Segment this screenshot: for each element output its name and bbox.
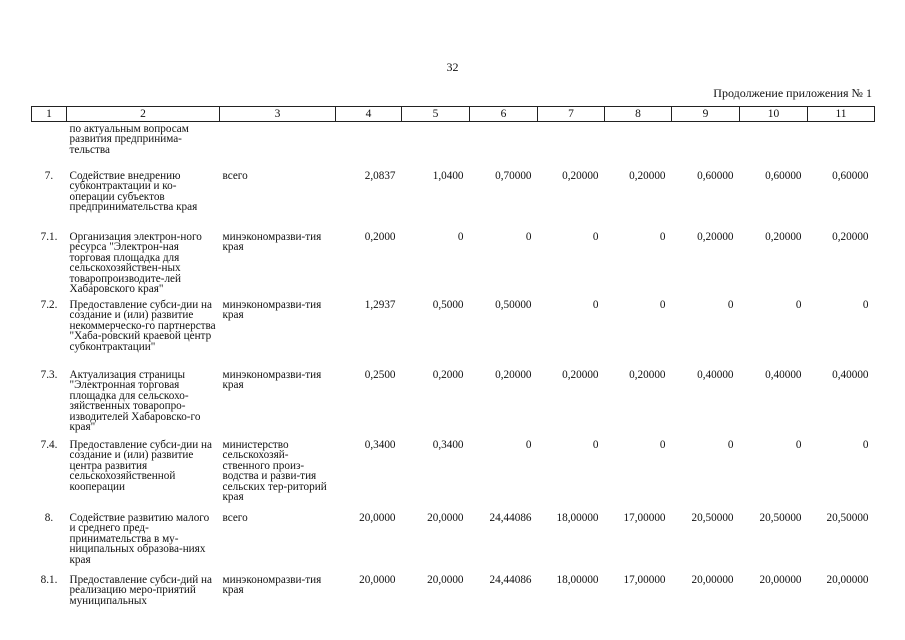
row-value: 24,44086 [489,512,532,524]
header-cell: 5 [402,107,470,122]
continuation-label: Продолжение приложения № 1 [713,86,872,100]
row-value: 24,44086 [489,574,532,586]
row-value: 0,2000 [432,369,464,381]
row-value: 0 [862,299,869,311]
row-value: 0,70000 [495,170,532,182]
row-value: 20,0000 [359,574,396,586]
row-value: 0 [525,231,532,243]
row-name: Предоставление субси-дии на создание и (или) развитие некоммерческо-го партнерства "Хаба-ровский краевой центр субконтрактации" [69,299,216,353]
row-executor: минэкономразви-тия края [222,299,322,322]
row-value: 2,0837 [364,170,396,182]
row-value: 0 [727,439,734,451]
table-header-row [32,107,875,122]
row-value [605,122,672,167]
header-cell: 1 [32,107,67,122]
row-value: 0,50000 [495,299,532,311]
row-value: 17,00000 [623,512,666,524]
row-number: 8.1. [40,574,58,586]
row-value: 0,20000 [495,369,532,381]
row-value: 0,2500 [364,369,396,381]
row-value: 0 [592,439,599,451]
row-executor: всего [222,512,248,524]
row-value: 0 [795,439,802,451]
row-executor: минэкономразви-тия края [222,231,322,254]
header-cell: 10 [740,107,808,122]
row-value: 0,40000 [832,369,869,381]
row-name: Предоставление субси-дий на реализацию меро-приятий муниципальных [69,574,212,607]
row-value [336,122,402,167]
row-value: 20,50000 [691,512,734,524]
row-value: 0 [592,299,599,311]
row-executor: минэкономразви-тия края [222,369,322,392]
row-value: 0,20000 [562,170,599,182]
row-value: 0,20000 [697,231,734,243]
row-value [808,122,875,167]
row-value: 20,00000 [826,574,869,586]
row-value: 0 [525,439,532,451]
table-row [32,370,875,440]
row-value: 0,40000 [697,369,734,381]
header-cell: 9 [672,107,740,122]
budget-table [31,106,875,606]
row-value: 0 [659,299,666,311]
table-row [32,229,875,300]
row-value: 20,00000 [759,574,802,586]
row-value: 20,50000 [826,512,869,524]
row-value: 20,00000 [691,574,734,586]
header-cell: 6 [470,107,538,122]
row-value [538,122,605,167]
row-value: 0,60000 [697,170,734,182]
row-value: 18,00000 [556,512,599,524]
row-value: 1,0400 [432,170,464,182]
header-cell: 3 [220,107,336,122]
row-number: 8. [44,512,54,524]
row-number: 7.3. [40,369,58,381]
row-value: 0,2000 [364,231,396,243]
row-value: 0,40000 [765,369,802,381]
row-number: 7.2. [40,299,58,311]
row-value: 0,60000 [765,170,802,182]
row-value [740,122,808,167]
row-value: 0,60000 [832,170,869,182]
row-value [470,122,538,167]
row-value: 0,3400 [432,439,464,451]
row-value: 0,20000 [832,231,869,243]
header-cell: 7 [538,107,605,122]
row-value [672,122,740,167]
row-name: Организация электрон-ного ресурса "Электрон-ная торговая площадка для сельскохозяйствен-ных товаропроизводите-лей Хабаровского края" [69,231,202,296]
row-name: Предоставление субси-дии на создание и (или) развитие центра развития сельскохозяйственной кооперации [69,439,212,493]
row-executor: министерство сельскохозяй-ственного произ-водства и разви-тия сельских тер-риторий края [222,439,327,504]
row-name: по актуальным вопросам развития предпринима-тельства [69,123,189,156]
row-value: 0 [659,231,666,243]
table-row [32,300,875,370]
row-value: 1,2937 [364,299,396,311]
row-name: Содействие развитию малого и среднего пред-принимательства в му-ниципальных образова-ниях края [69,512,210,566]
row-value: 0 [795,299,802,311]
row-value: 0 [457,231,464,243]
page-number: 32 [446,60,459,74]
header-cell: 8 [605,107,672,122]
row-value: 20,0000 [427,512,464,524]
row-value: 0,20000 [562,369,599,381]
row-executor: минэкономразви-тия края [222,574,322,597]
row-value: 0 [727,299,734,311]
row-value: 0 [862,439,869,451]
row-executor: всего [222,170,248,182]
row-value: 0,3400 [364,439,396,451]
row-value: 20,0000 [427,574,464,586]
table-row [32,575,875,606]
row-value: 0 [659,439,666,451]
table-row [32,122,875,167]
row-number: 7. [44,170,54,182]
row-executor [220,122,336,167]
row-number: 7.1. [40,231,58,243]
row-value: 0,20000 [629,170,666,182]
header-cell: 11 [808,107,875,122]
row-value: 0,20000 [765,231,802,243]
row-name: Содействие внедрению субконтрактации и ко-операции субъектов предпринимательства края [69,170,198,214]
header-cell: 2 [67,107,220,122]
row-value: 0,20000 [629,369,666,381]
row-value: 20,50000 [759,512,802,524]
table-row [32,166,875,229]
row-value: 18,00000 [556,574,599,586]
table-row [32,510,875,575]
row-value: 0,5000 [432,299,464,311]
row-value [402,122,470,167]
row-number: 7.4. [40,439,58,451]
table-row [32,440,875,510]
row-number [32,122,67,167]
row-value: 0 [592,231,599,243]
row-name: Актуализация страницы "Электронная торговая площадка для сельскохо-зяйственных товаропро-изводителей Хабаровско-го края" [69,369,201,434]
row-value: 17,00000 [623,574,666,586]
header-cell: 4 [336,107,402,122]
row-value: 20,0000 [359,512,396,524]
